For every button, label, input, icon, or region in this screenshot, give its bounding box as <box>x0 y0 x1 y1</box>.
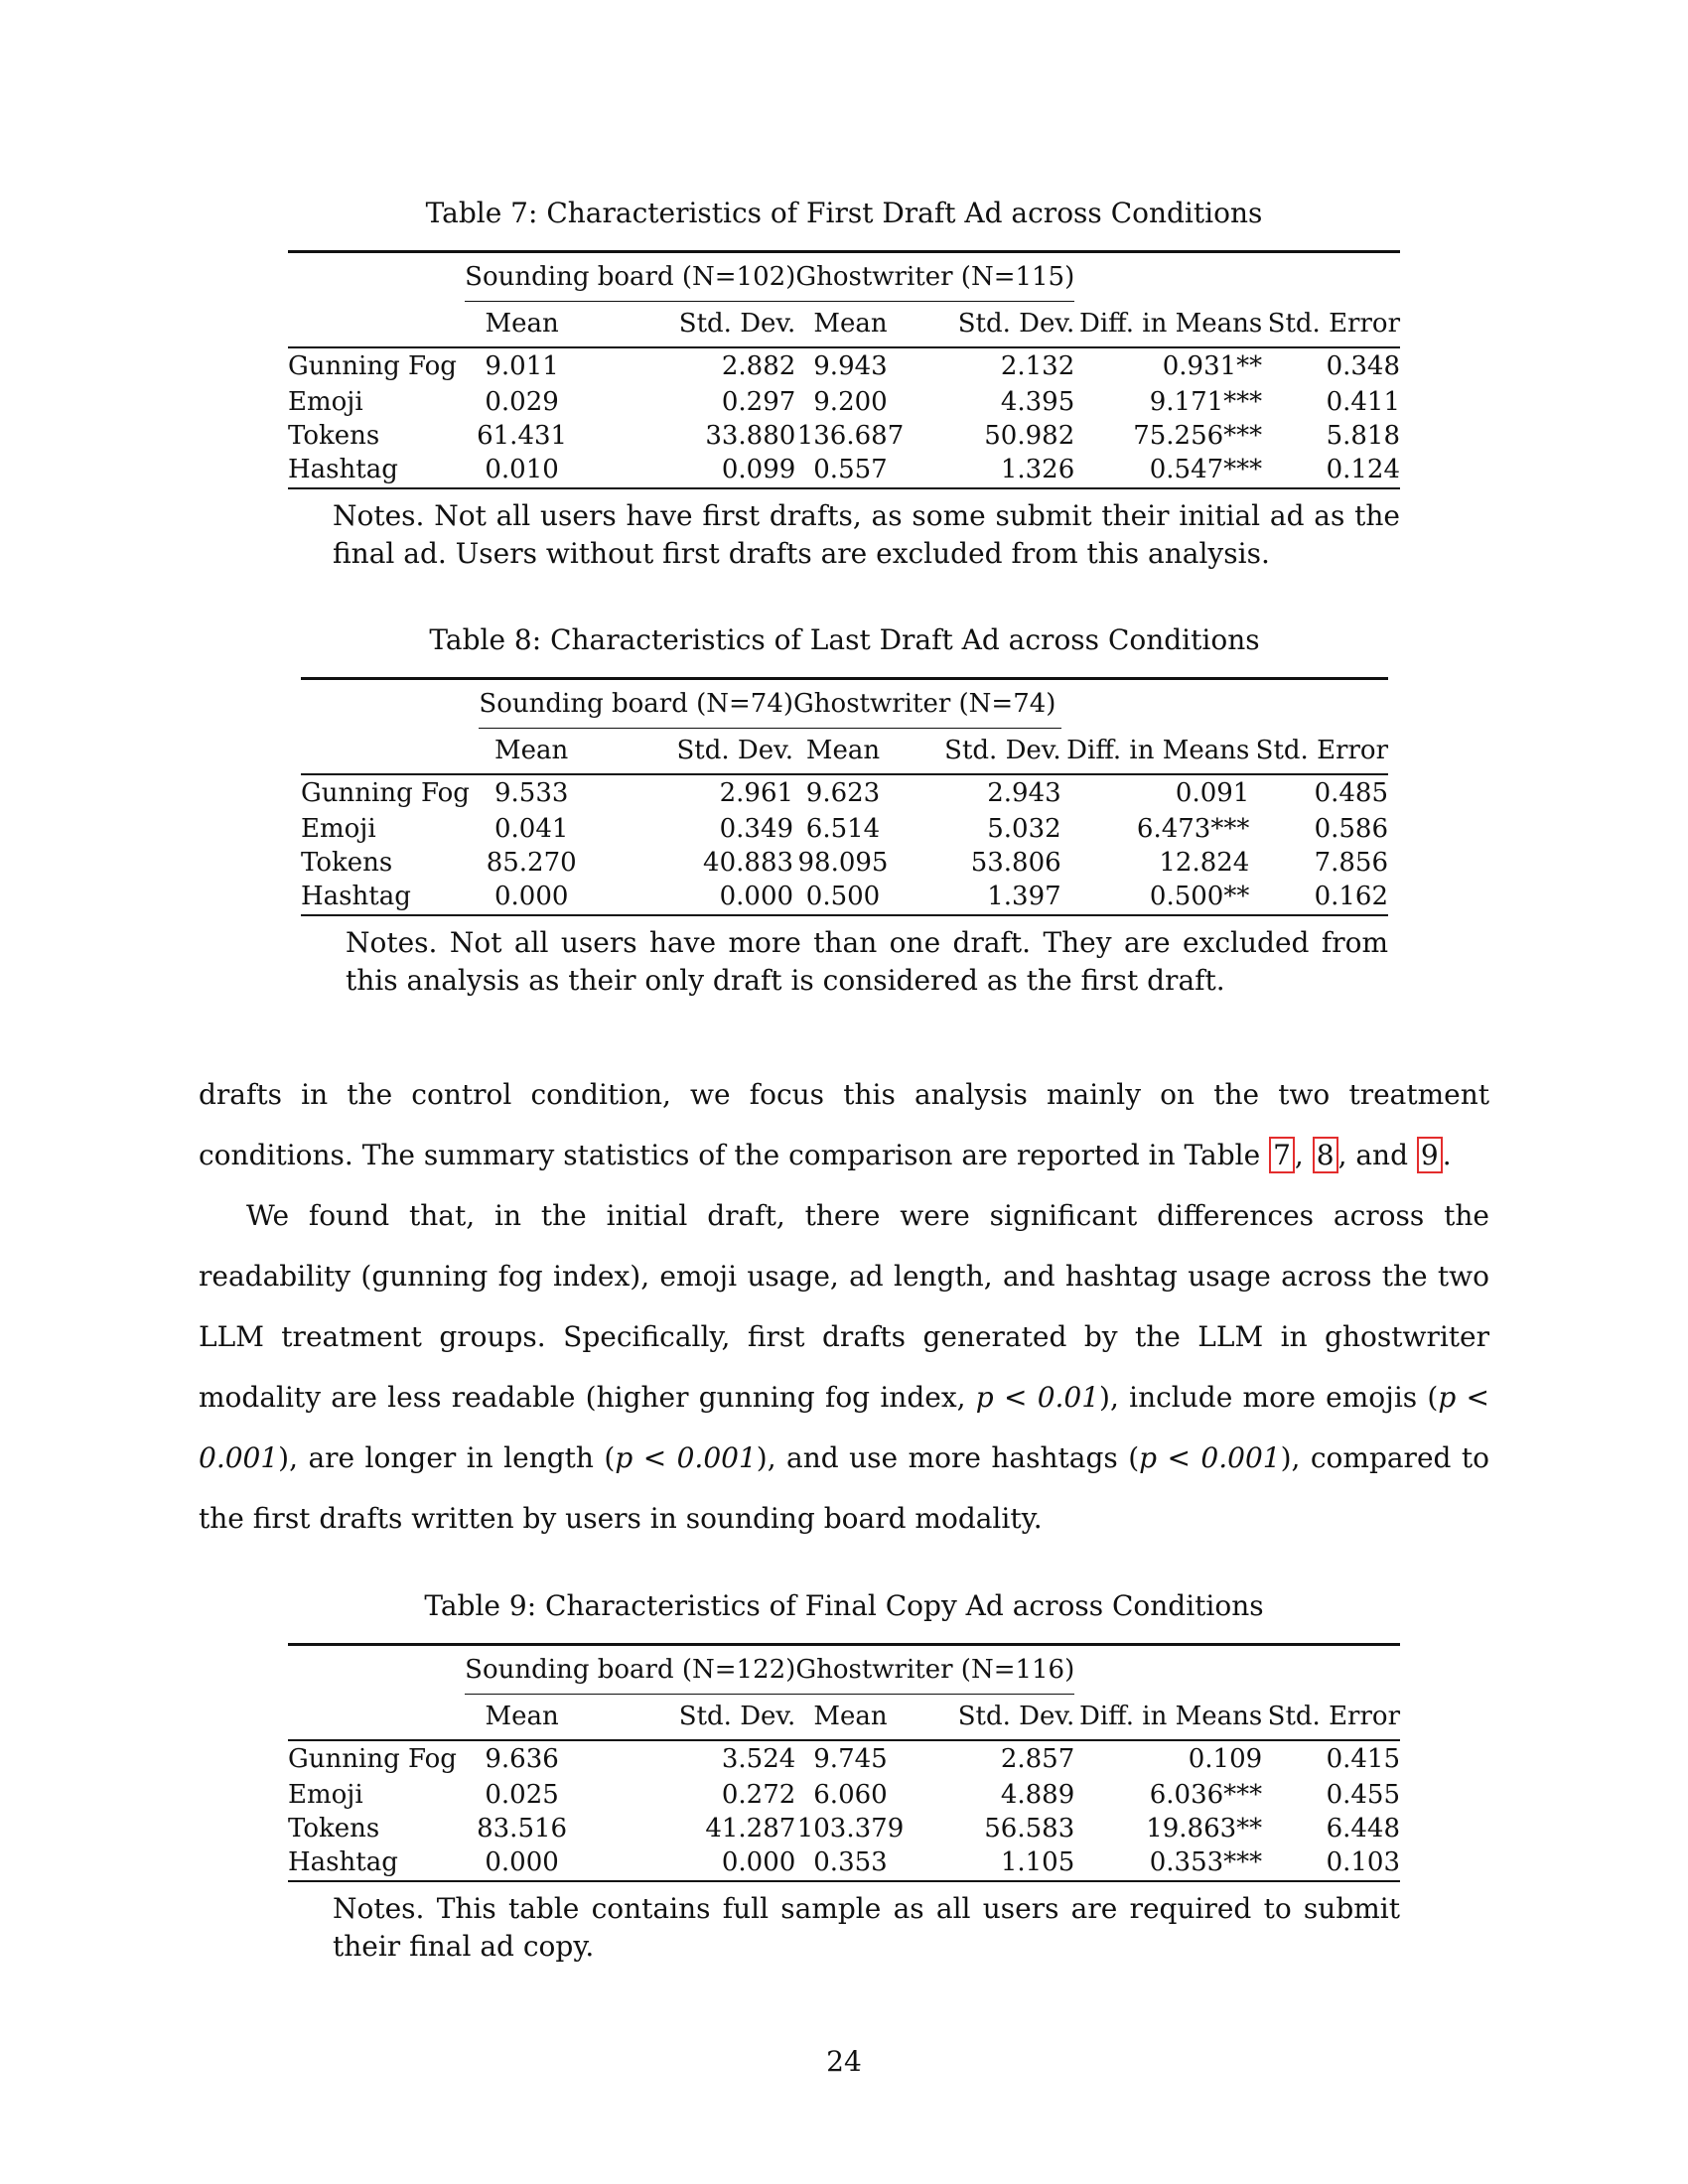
table-cell: 0.500** <box>1149 882 1250 911</box>
table-cell: 0.547*** <box>1149 455 1263 484</box>
table-8-header: Std. Error <box>1255 736 1388 765</box>
table-row <box>288 347 1400 385</box>
table-8-header: Mean <box>805 736 881 766</box>
table-cell: 1.105 <box>1000 1847 1075 1877</box>
table-cell: 9.011 <box>485 351 559 381</box>
table-cell: 6.473*** <box>1136 813 1250 844</box>
table-cell: 0.124 <box>1326 455 1400 484</box>
table-cell: 0.586 <box>1314 813 1388 844</box>
table-cell: 0.162 <box>1314 882 1388 911</box>
table-cell: 6.514 <box>805 813 881 844</box>
table-cell: 103.379 <box>796 1813 905 1843</box>
table-cell: 1.326 <box>1000 455 1075 484</box>
table-row <box>301 846 1388 880</box>
row-label: Gunning Fog <box>288 1744 457 1774</box>
math-inline: p < 0.001 <box>199 1381 1489 1474</box>
table-cell: 9.745 <box>813 1744 888 1774</box>
table-cell: 50.982 <box>984 420 1075 451</box>
table-8-group-sounding-board: Sounding board (N=74) <box>479 679 793 729</box>
table-cell: 6.060 <box>813 1779 888 1810</box>
table-7-link[interactable]: 7 <box>1269 1137 1295 1173</box>
table-row <box>301 774 1388 812</box>
table-cell: 9.533 <box>493 778 569 808</box>
table-cell: 0.349 <box>719 813 794 844</box>
row-label: Emoji <box>288 1779 363 1810</box>
table-cell: 4.889 <box>1000 1779 1075 1810</box>
table-8-group-ghostwriter: Ghostwriter (N=74) <box>793 679 1061 729</box>
table-7-caption: Table 7: Characteristics of First Draft Ad across Conditions <box>425 197 1263 229</box>
table-8-header: Std. Dev. <box>944 736 1061 766</box>
table-7 <box>288 250 1400 489</box>
row-label: Emoji <box>301 813 376 844</box>
table-9-block <box>288 1589 1400 1966</box>
table-cell: 0.103 <box>1326 1847 1400 1877</box>
table-9-group-sounding-board: Sounding board (N=122) <box>465 1645 795 1695</box>
table-cell: 75.256*** <box>1133 420 1263 451</box>
table-cell: 0.557 <box>813 455 888 484</box>
table-7-header: Std. Dev. <box>678 309 796 340</box>
table-row <box>301 812 1388 846</box>
table-7-header: Std. Error <box>1267 309 1400 339</box>
table-cell: 40.883 <box>703 847 794 878</box>
table-cell: 9.636 <box>485 1744 559 1774</box>
math-inline: p < 0.01 <box>975 1381 1100 1414</box>
table-cell: 9.943 <box>813 351 888 381</box>
table-cell: 2.961 <box>719 778 794 808</box>
table-row <box>301 880 1388 915</box>
table-cell: 19.863** <box>1146 1813 1263 1843</box>
table-cell: 0.091 <box>1175 778 1250 808</box>
table-7-header: Diff. in Means <box>1079 309 1263 339</box>
table-8-block <box>301 623 1388 1000</box>
table-cell: 98.095 <box>797 847 889 878</box>
table-cell: 0.000 <box>493 882 569 911</box>
table-cell: 6.036*** <box>1149 1779 1263 1810</box>
table-cell: 83.516 <box>477 1813 568 1843</box>
table-cell: 41.287 <box>705 1813 796 1843</box>
table-cell: 0.411 <box>1326 386 1400 417</box>
table-cell: 0.455 <box>1326 1779 1400 1810</box>
table-cell: 53.806 <box>970 847 1061 878</box>
table-cell: 9.171*** <box>1149 386 1263 417</box>
table-9-caption: Table 9: Characteristics of Final Copy Ad across Conditions <box>424 1589 1264 1622</box>
table-9-header: Std. Dev. <box>678 1702 796 1732</box>
table-cell: 7.856 <box>1314 847 1388 878</box>
table-cell: 2.132 <box>1000 351 1075 381</box>
table-9-header: Std. Dev. <box>957 1702 1075 1732</box>
table-9-group-ghostwriter: Ghostwriter (N=116) <box>795 1645 1074 1695</box>
table-cell: 0.099 <box>721 455 796 484</box>
table-cell: 0.272 <box>721 1779 796 1810</box>
table-cell: 12.824 <box>1159 847 1250 878</box>
row-label: Tokens <box>288 420 380 451</box>
table-row <box>288 1845 1400 1881</box>
table-7-header: Std. Dev. <box>957 309 1075 340</box>
table-8 <box>301 677 1388 916</box>
table-9-header: Std. Error <box>1267 1702 1400 1731</box>
table-cell: 61.431 <box>477 420 568 451</box>
paragraph: We found that, in the initial draft, there were significant differences across the readability (gunning fog index), emoji usage, ad length, and hashtag usage across the two LLM treatment groups. Specifically, first drafts generated by the LLM in ghostwriter modality are less readable (higher gunning fog index, p < 0.01), include more emojis (p < 0.001), are longer in length (p < 0.001), and use more hashtags (p < 0.001), compared to the first drafts written by users in sounding board modality. <box>199 1199 1489 1535</box>
row-label: Tokens <box>288 1813 380 1843</box>
table-cell: 5.818 <box>1326 420 1400 451</box>
table-7-group-sounding-board: Sounding board (N=102) <box>465 252 795 302</box>
table-cell: 0.415 <box>1326 1744 1400 1774</box>
table-cell: 0.485 <box>1314 778 1388 808</box>
body-text <box>199 1064 1489 1549</box>
table-cell: 0.000 <box>719 882 794 911</box>
table-cell: 5.032 <box>987 813 1061 844</box>
math-inline: p < 0.001 <box>615 1441 757 1474</box>
table-cell: 85.270 <box>486 847 577 878</box>
table-cell: 2.882 <box>721 351 796 381</box>
table-8-header: Std. Dev. <box>676 736 794 766</box>
table-row <box>288 385 1400 419</box>
table-cell: 0.348 <box>1326 351 1400 381</box>
table-8-caption: Table 8: Characteristics of Last Draft Ad across Conditions <box>429 623 1260 656</box>
table-9 <box>288 1643 1400 1882</box>
table-cell: 4.395 <box>1000 386 1075 417</box>
row-label: Gunning Fog <box>288 351 457 381</box>
row-label: Emoji <box>288 386 363 417</box>
table-7-header: Mean <box>485 309 559 340</box>
table-cell: 0.297 <box>721 386 796 417</box>
table-8-link[interactable]: 8 <box>1313 1137 1338 1173</box>
table-9-header: Diff. in Means <box>1079 1702 1263 1731</box>
table-7-group-ghostwriter: Ghostwriter (N=115) <box>795 252 1074 302</box>
table-cell: 0.500 <box>805 882 881 911</box>
table-row <box>288 1778 1400 1812</box>
table-9-header: Mean <box>485 1702 559 1732</box>
table-cell: 0.025 <box>485 1779 559 1810</box>
table-7-header: Mean <box>813 309 888 340</box>
row-label: Hashtag <box>288 1847 398 1877</box>
table-cell: 0.041 <box>493 813 569 844</box>
row-label: Hashtag <box>288 455 398 484</box>
table-9-link[interactable]: 9 <box>1417 1137 1443 1173</box>
row-label: Tokens <box>301 847 393 878</box>
page-number: 24 <box>826 2045 862 2078</box>
table-cell: 0.109 <box>1188 1744 1263 1774</box>
table-cell: 0.931** <box>1162 351 1263 381</box>
table-cell: 9.623 <box>805 778 881 808</box>
table-cell: 6.448 <box>1326 1813 1400 1843</box>
table-cell: 0.353*** <box>1149 1847 1263 1877</box>
table-cell: 3.524 <box>721 1744 796 1774</box>
table-cell: 1.397 <box>987 882 1061 911</box>
table-cell: 2.857 <box>1000 1744 1075 1774</box>
row-label: Gunning Fog <box>301 778 470 808</box>
table-cell: 0.010 <box>485 455 559 484</box>
table-8-header: Mean <box>494 736 569 766</box>
table-cell: 33.880 <box>705 420 796 451</box>
table-9-notes: Notes. This table contains full sample as all users are required to submit their final ad copy. <box>333 1891 1400 1963</box>
paragraph: drafts in the control condition, we focus this analysis mainly on the two treatment conditions. The summary statistics of the comparison are reported in Table 7 , 8 , and 9 . <box>199 1078 1489 1171</box>
table-cell: 136.687 <box>796 420 905 451</box>
table-cell: 0.029 <box>485 386 559 417</box>
table-8-notes: Notes. Not all users have more than one draft. They are excluded from this analysis as their only draft is considered as the first draft. <box>346 925 1388 997</box>
table-row <box>288 419 1400 453</box>
table-row <box>288 453 1400 488</box>
table-9-header: Mean <box>813 1702 888 1732</box>
table-cell: 9.200 <box>813 386 888 417</box>
row-label: Hashtag <box>301 882 411 911</box>
table-8-header: Diff. in Means <box>1066 736 1250 765</box>
table-cell: 0.000 <box>485 1847 559 1877</box>
table-row <box>288 1812 1400 1845</box>
table-cell: 0.000 <box>721 1847 796 1877</box>
table-cell: 0.353 <box>813 1847 888 1877</box>
table-row <box>288 1740 1400 1778</box>
table-7-block <box>288 197 1400 573</box>
table-cell: 2.943 <box>987 778 1061 808</box>
table-cell: 56.583 <box>984 1813 1075 1843</box>
math-inline: p < 0.001 <box>1139 1441 1281 1474</box>
table-7-notes: Notes. Not all users have first drafts, as some submit their initial ad as the final ad. Users without first drafts are excluded from this analysis. <box>333 498 1400 570</box>
